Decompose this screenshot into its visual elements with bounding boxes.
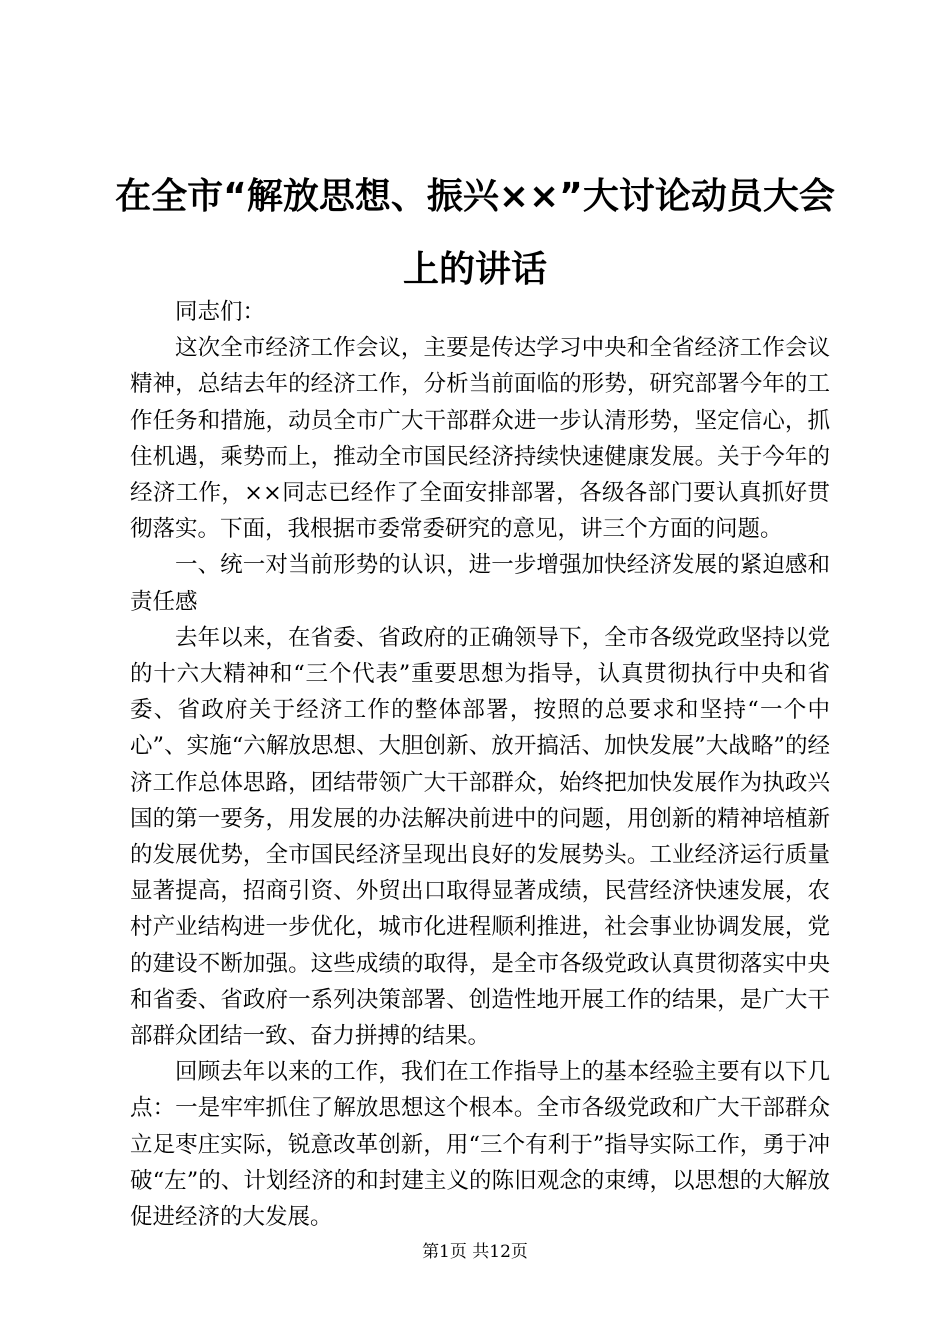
- intro-paragraph: 这次全市经济工作会议，主要是传达学习中央和全省经济工作会议精神，总结去年的经济工作，分析当前面临的形势，研究部署今年的工作任务和措施，动员全市广大干部群众进一步认清形势，坚定信心，抓住机遇，乘势而上，推动全市国民经济持续快速健康发展。关于今年的经济工作，××同志已经作了全面安排部署，各级各部门要认真抓好贯彻落实。下面，我根据市委常委研究的意见，讲三个方面的问题。: [130, 335, 830, 543]
- body-paragraph: 去年以来，在省委、省政府的正确领导下，全市各级党政坚持以党的十六大精神和“三个代表”重要思想为指导，认真贯彻执行中央和省委、省政府关于经济工作的整体部署，按照的总要求和坚持“一个中心”、实施“六解放思想、大胆创新、放开搞活、加快发展”大战略”的经济工作总体思路，团结带领广大干部群众，始终把加快发展作为执政兴国的第一要务，用发展的办法解决前进中的问题，用创新的精神培植新的发展优势，全市国民经济呈现出良好的发展势头。工业经济运行质量显著提高，招商引资、外贸出口取得显著成绩，民营经济快速发展，农村产业结构进一步优化，城市化进程顺利推进，社会事业协调发展，党的建设不断加强。这些成绩的取得，是全市各级党政认真贯彻落实中央和省委、省政府一系列决策部署、创造性地开展工作的结果，是广大干部群众团结一致、奋力拼搏的结果。: [130, 624, 830, 1050]
- page-number-footer: 第1页 共12页: [422, 1242, 528, 1262]
- section-heading: 一、统一对当前形势的认识，进一步增强加快经济发展的紧迫感和责任感: [130, 552, 830, 615]
- document-title: 在全市“解放思想、振兴××”大讨论动员大会上的讲话: [115, 176, 835, 290]
- body-paragraph: 回顾去年以来的工作，我们在工作指导上的基本经验主要有以下几点：一是牢牢抓住了解放思想这个根本。全市各级党政和广大干部群众立足枣庄实际，锐意改革创新，用“三个有利于”指导实际工作，勇于冲破“左”的、计划经济的和封建主义的陈旧观念的束缚，以思想的大解放促进经济的大发展。: [130, 1059, 830, 1231]
- document-body: [130, 294, 830, 1235]
- greeting-paragraph: 同志们：: [175, 299, 266, 325]
